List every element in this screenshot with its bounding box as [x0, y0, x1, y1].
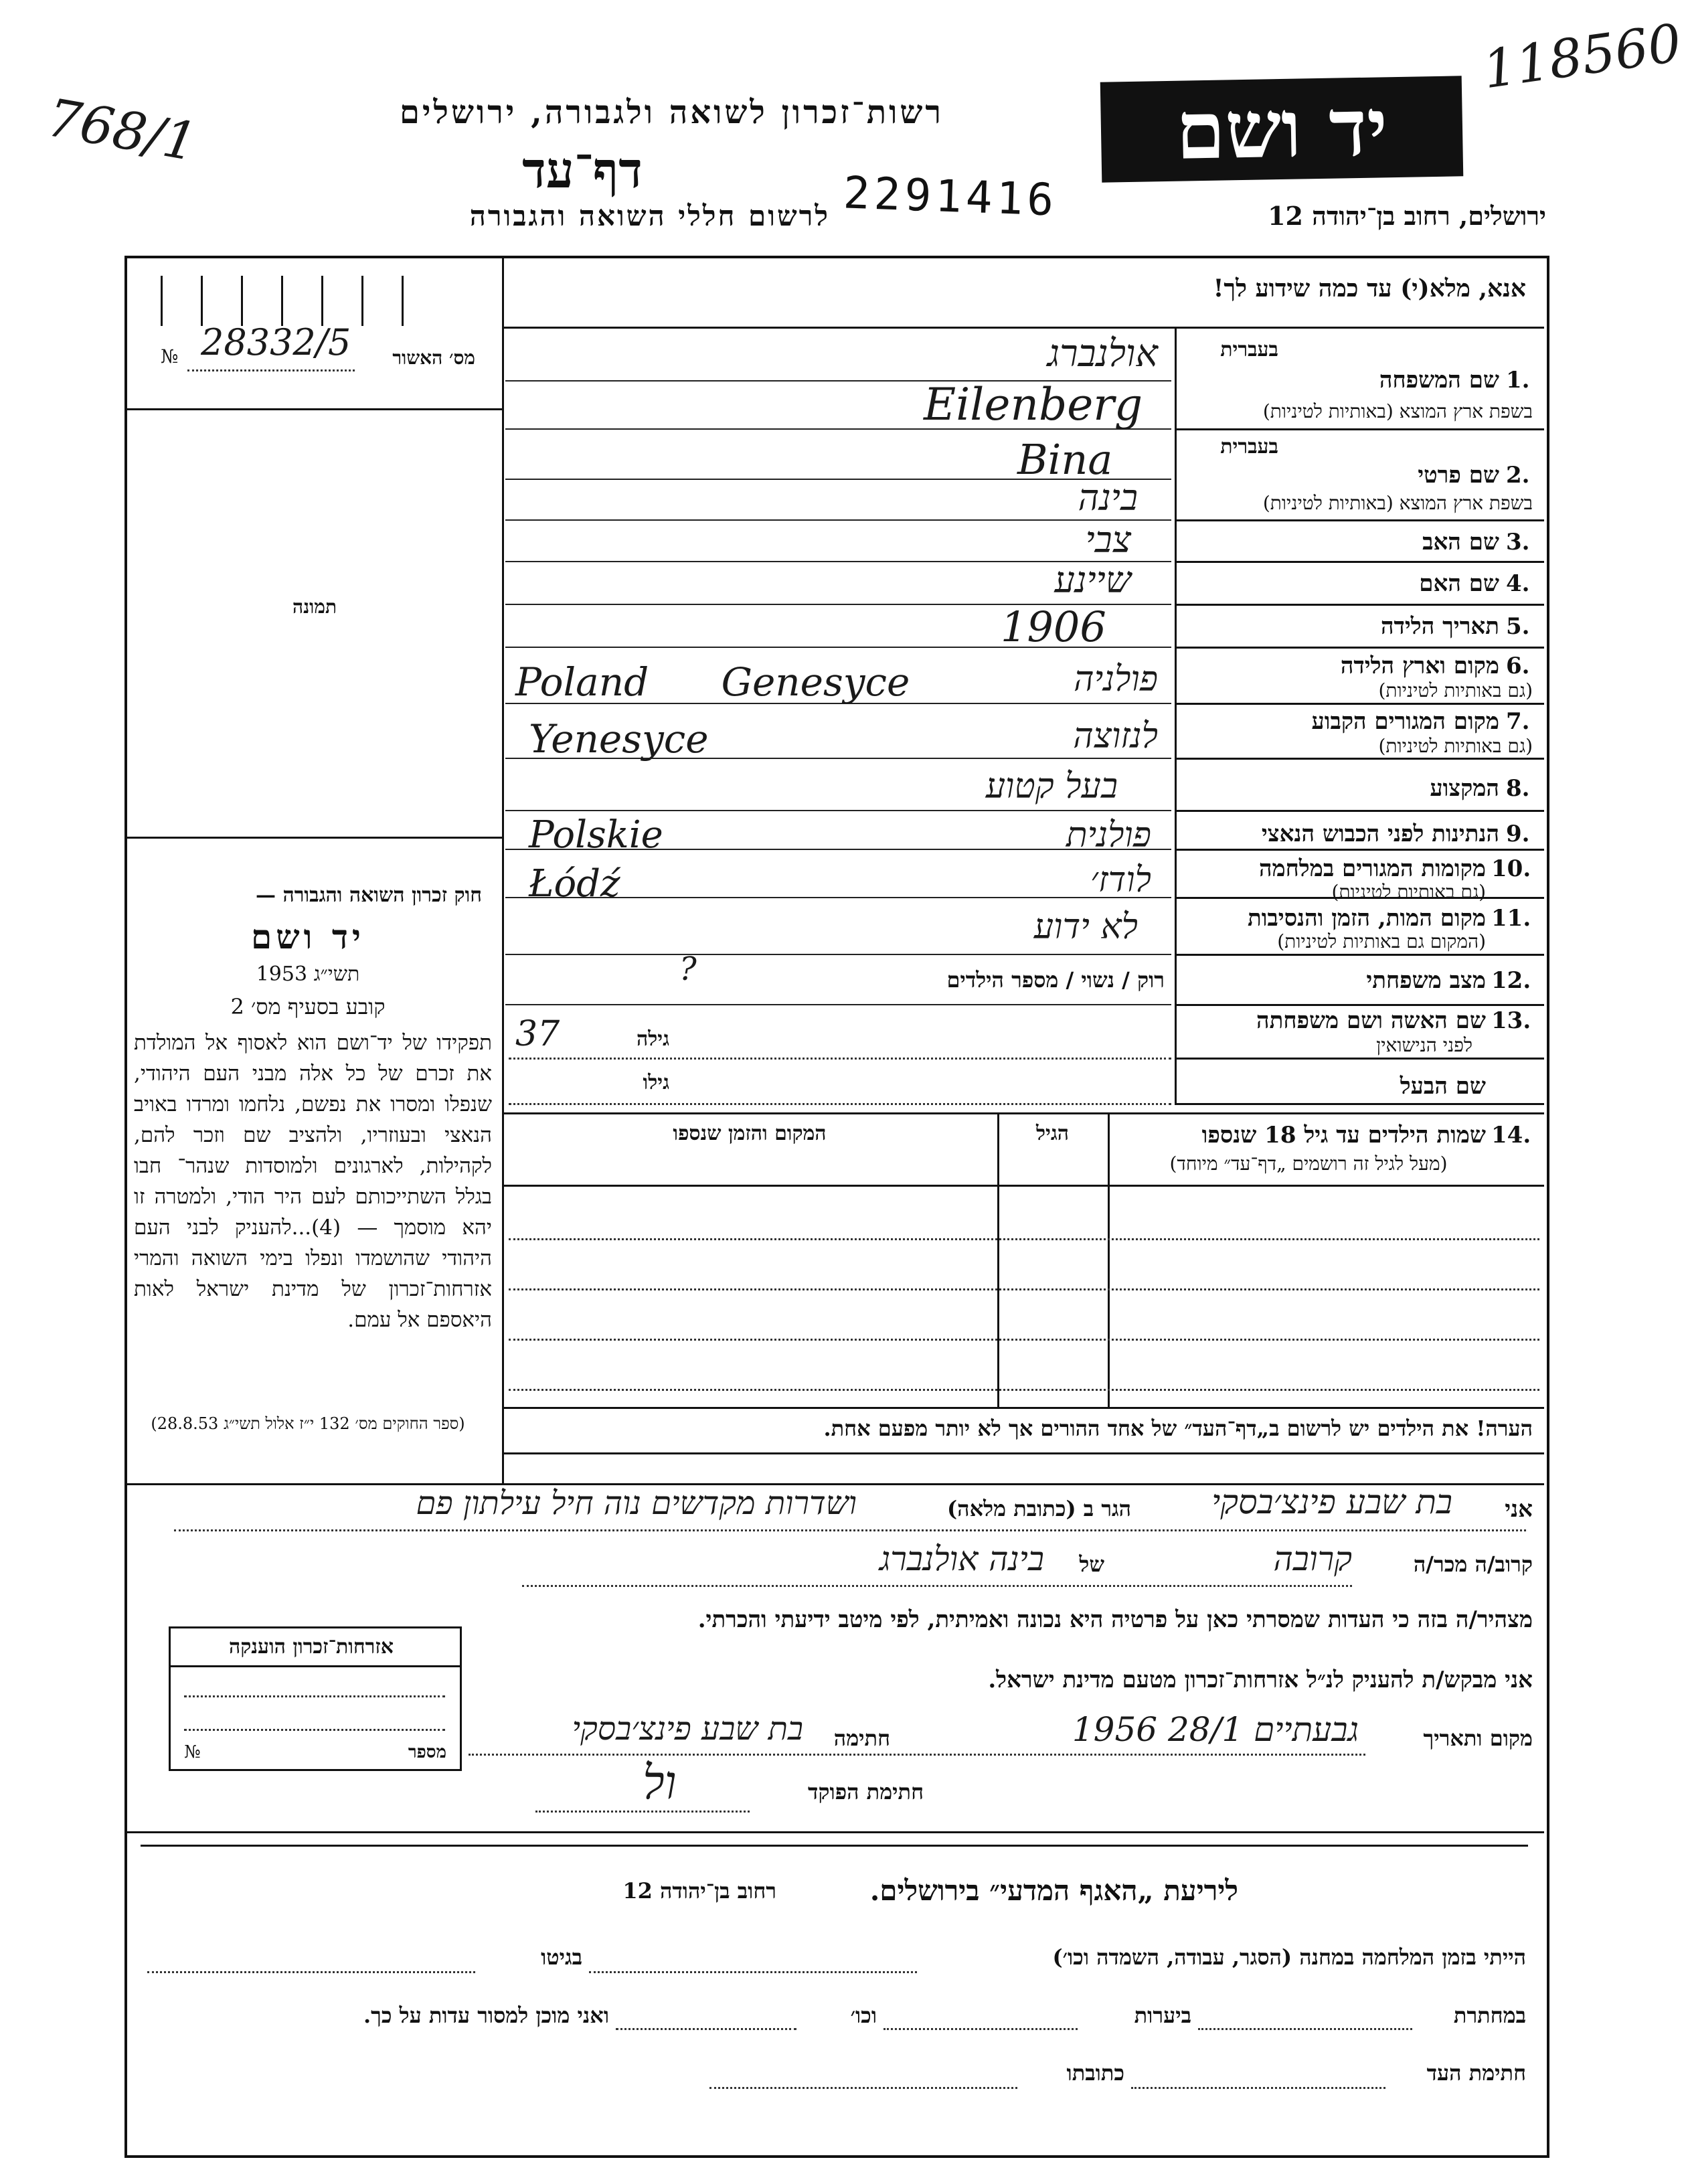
law-logo: יד ושם [251, 917, 365, 956]
law-reference: (ספר החוקים מס׳ 132 י״ז אלול תשי״ג 28.8.53) [151, 1414, 465, 1433]
husband-age-label: גילו [643, 1071, 669, 1094]
approval-label: מס׳ האשור [392, 347, 475, 369]
field-6-value-hebrew[interactable]: פולניה [1074, 659, 1158, 699]
officer-signature-label: חתימת הפוקד [808, 1779, 924, 1804]
field-1-value-hebrew[interactable]: אולנברג [1047, 332, 1158, 375]
approval-number: 28332/5 [201, 321, 351, 363]
request: אני מבקש/ת להעניק לנ״ל אזרחות־זכרון מטעם מדינת ישראל. [988, 1667, 1533, 1693]
citizenship-box [169, 1626, 462, 1771]
note: הערה! את הילדים יש לרשום ב„דף־העד״ של אחד ההורים אך לא יותר מפעם אחת. [823, 1416, 1533, 1441]
testimony-statement: ואני מוכן למסור עדות על כך. [363, 2003, 609, 2028]
law-text: תפקידו של יד־ושם הוא לאסוף אל המולדת את זכרם של כל אלה מבני העם היהודי, שנפלו ומסרו את נפשם, נלחמו ומרדו באויב הנאצי ובעוזריו, ולהציב שם וזכר להם, לקהילות, לארגונים ולמוסדות שנהר־ חבו בגלל השתייכותם לעם היר הודי, ולמטרה זו יהא מוסמך — (4)...להעניק לבני העם היהודי שהושמדו ונפלו בימי השואה והמרי אזרחות־זכרון של מדינת ישראל לאות היאספם אל עמם. [134, 1031, 492, 1332]
approval-no-label: № [161, 345, 179, 367]
field-2-label: שם פרטי [1418, 462, 1499, 489]
field-7-value-hebrew[interactable]: לנזוצה [1073, 716, 1158, 756]
field-6-label: מקום וארץ הלידה [1340, 653, 1499, 679]
signature-label: חתימה [833, 1726, 890, 1751]
law-title: חוק זכרון השואה והגבורה — [256, 884, 482, 907]
field-9-value-hebrew[interactable]: פולנית [1066, 815, 1151, 855]
field-10-value-latin[interactable]: Łódź [529, 862, 620, 906]
wife-age-label: גילה [636, 1027, 669, 1051]
field-14-number: 14. [1491, 1122, 1531, 1149]
place-date-label: מקום ותאריך [1423, 1726, 1533, 1751]
bottom-address: רחוב בן־יהודה 12 [622, 1878, 776, 1904]
field-2-sublabel: בשפת ארץ המוצא (באותיות לטיניות) [1262, 492, 1533, 514]
of-label: של [1079, 1551, 1104, 1577]
declarant-address[interactable]: ושדרות מקדשים נוה חיל עילתון פם [416, 1485, 857, 1522]
field-5-value[interactable]: 1906 [1001, 602, 1106, 651]
field-1-number: 1. [1506, 367, 1530, 394]
law-year: תשי״ג 1953 [256, 962, 360, 986]
field-12-label: מצב משפחתי [1366, 967, 1486, 994]
field-9-label: הנתינות לפני הכבוש הנאצי [1261, 821, 1499, 847]
husband-label: שם הבעל [1400, 1073, 1486, 1100]
place-date-value[interactable]: גבעתיים 28/1 1956 [1072, 1710, 1359, 1749]
yad-vashem-logo [1100, 76, 1464, 182]
declarant-name[interactable]: בת שבע פינצ׳בסקי [1211, 1483, 1452, 1521]
field-10-value-hebrew[interactable]: לודז׳ [1090, 860, 1151, 900]
field-10-label: מקומות המגורים במלחמה [1258, 855, 1486, 882]
field-13-sublabel: לפני הנישואין [1376, 1034, 1472, 1056]
field-5-label: תאריך הלידה [1380, 613, 1499, 640]
field-3-number: 3. [1506, 529, 1530, 556]
address-line: ירושלים, רחוב בן־יהודה 12 [1268, 201, 1546, 231]
citizenship-box-title: אזרחות־זכרון הוענקה [228, 1635, 394, 1659]
witness-signature-label: חתימת העד [1426, 2060, 1526, 2086]
field-13-number: 13. [1491, 1007, 1531, 1034]
citizenship-box-number-label: מספר [408, 1742, 446, 1762]
field-14-sublabel: (מעל לגיל זה רושמים „דף־עד״ מיוחד) [1169, 1153, 1448, 1175]
children-place-header: המקום והזמן שנספו [673, 1122, 827, 1145]
field-11-label: מקום המות, הזמן והנסיבות [1247, 905, 1486, 932]
field-3-value[interactable]: צבי [1085, 519, 1131, 561]
field-11-sublabel: (המקום גם באותיות לטיניות) [1277, 930, 1486, 952]
field-6-sublabel: (גם באותיות לטיניות) [1378, 679, 1533, 701]
field-7-sublabel: (גם באותיות לטיניות) [1378, 735, 1533, 757]
field-1-value-latin[interactable]: Eilenberg [924, 379, 1143, 430]
citizenship-box-no: № [184, 1742, 201, 1762]
field-8-number: 8. [1506, 775, 1530, 802]
field-11-value[interactable]: לא ידוע [1033, 907, 1138, 947]
instruction: אנא, מלא(י) עד כמה שידוע לך! [1213, 274, 1526, 303]
field-5-number: 5. [1506, 613, 1530, 640]
statement: מצהיר/ה בזה כי העדות שמסרתי כאן על פרטיה היא נכונה ואמיתית, לפי מיטב ידיעתי והכרתי. [697, 1606, 1533, 1633]
field-10-sublabel: (גם באותיות לטיניות) [1331, 881, 1486, 903]
checkbox-strip [161, 262, 408, 329]
stamp-number: 2291416 [842, 167, 1059, 226]
law-clause: קובע בסעיף מס׳ 2 [230, 994, 386, 1019]
field-1-sublabel: בשפת ארץ המוצא (באותיות לטיניות) [1262, 400, 1533, 422]
declaration-ani: אני [1505, 1496, 1533, 1523]
field-6-number: 6. [1506, 653, 1530, 679]
field-8-label: המקצוע [1430, 775, 1499, 802]
wife-age-value[interactable]: 37 [515, 1014, 560, 1054]
forests-label: ביערות [1134, 2003, 1191, 2028]
field-14-label: שמות הילדים עד גיל 18 שנספו [1201, 1122, 1486, 1149]
field-10-number: 10. [1491, 855, 1531, 882]
field-13-label: שם האשה ושם משפחתה [1256, 1007, 1486, 1034]
witness-address-label: כתובתו [1066, 2060, 1124, 2086]
officer-signature[interactable]: ול [643, 1755, 677, 1810]
field-12-value[interactable]: ? [679, 950, 697, 988]
field-7-number: 7. [1506, 708, 1530, 735]
etc-label: וכו׳ [850, 2003, 877, 2028]
relative-label: קרוב/ה מכר/ה [1413, 1551, 1533, 1577]
field-3-label: שם האב [1422, 529, 1499, 556]
field-2-number: 2. [1506, 462, 1530, 489]
field-12-number: 12. [1491, 967, 1531, 994]
marital-status-options: רוק / נשוי / מספר הילדים [946, 967, 1165, 993]
field-9-number: 9. [1506, 821, 1530, 847]
relation-value[interactable]: קרובה [1273, 1539, 1352, 1578]
field-1-label: שם המשפחה [1379, 367, 1499, 394]
field-7-label: מקום המגורים הקבוע [1311, 708, 1499, 735]
field-2-value-latin[interactable]: Bina [1017, 435, 1113, 484]
bottom-line-1: הייתי בזמן המלחמה במחנה (הסגר, עבודה, השמדה וכו׳) [1052, 1944, 1526, 1970]
form-subtitle: לרשום חללי השואה והגבורה [469, 199, 830, 232]
field-6-value-latin[interactable]: Poland Genesyce [515, 659, 910, 705]
field-8-value[interactable]: בעל קטוע [985, 766, 1118, 807]
form-title: דף־עד [522, 142, 643, 199]
field-9-value-latin[interactable]: Polskie [529, 813, 663, 857]
authority-line: רשות־זכרון לשואה ולגבורה, ירושלים [399, 94, 944, 131]
archive-number: 118560 [1479, 13, 1685, 101]
underground-label: במחתרת [1453, 2003, 1526, 2028]
field-2-value-hebrew[interactable]: בינה [1078, 477, 1138, 519]
photo-label: תמונה [292, 596, 337, 618]
resides-label: הגר ב (כתובת מלאה) [947, 1496, 1131, 1521]
bottom-title: ליריעת „האגף המדעי״ בירושלים. [869, 1874, 1238, 1907]
ghetto-label: בגיטו [541, 1944, 582, 1970]
declarant-signature[interactable]: בת שבע פינצ׳בסקי [572, 1710, 803, 1748]
children-age-header: הגיל [1035, 1122, 1070, 1145]
logo-text: יד ושם [1175, 80, 1389, 177]
field-4-label: שם האם [1419, 570, 1499, 597]
field-4-number: 4. [1506, 570, 1530, 597]
of-name[interactable]: בינה אולנברג [879, 1539, 1044, 1578]
field-1-hebrew-tag: בעברית [1220, 338, 1278, 361]
field-2-hebrew-tag: בעברית [1220, 435, 1278, 458]
field-11-number: 11. [1491, 905, 1531, 932]
handwritten-corner-number: 768/1 [42, 88, 201, 173]
field-7-value-latin[interactable]: Yenesyce [529, 716, 709, 762]
field-4-value[interactable]: שיינע [1054, 559, 1131, 601]
